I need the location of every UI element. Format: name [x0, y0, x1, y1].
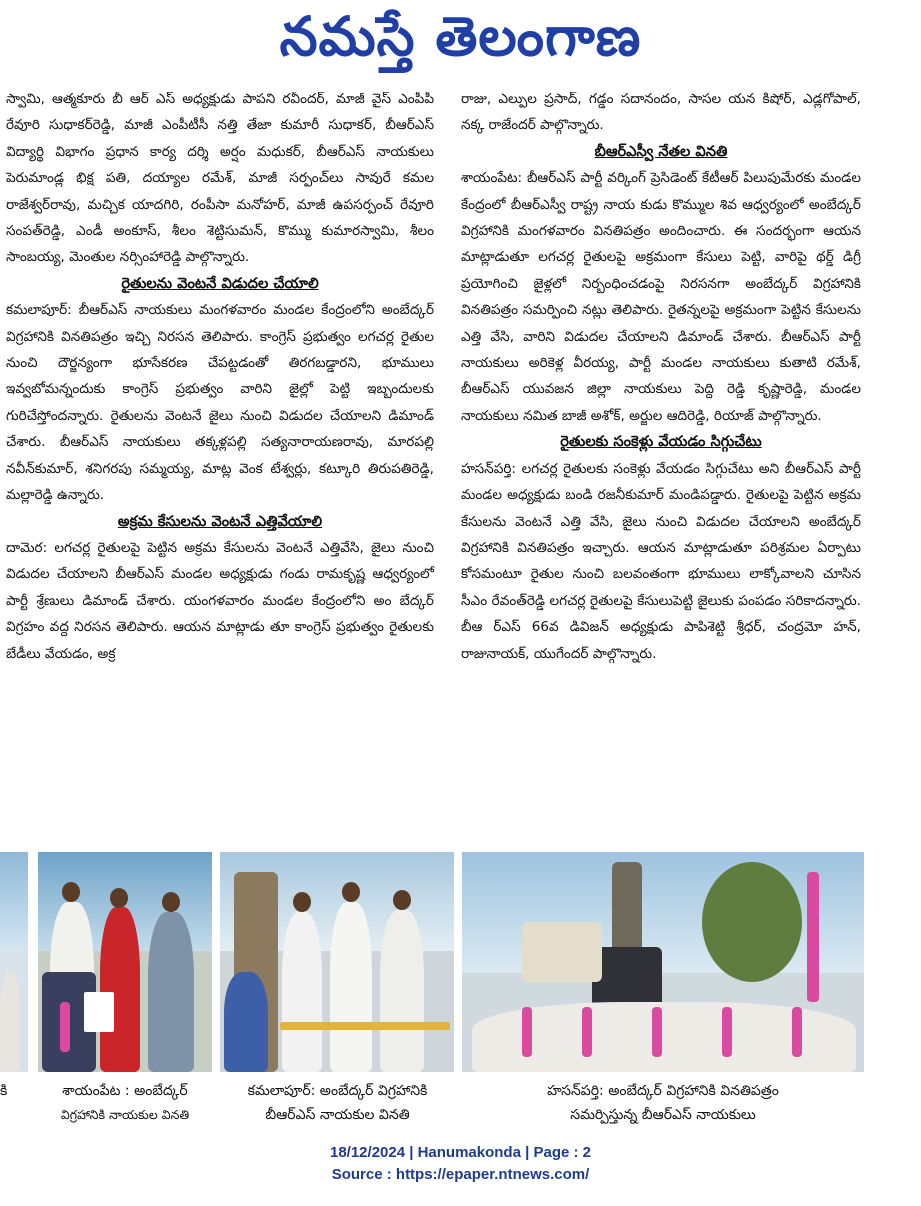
photo2-head-1	[293, 892, 311, 912]
photo3-caption-line1: హసన్‌పర్తి: అంబేద్కర్ విగ్రహానికి వినతిపత్రం	[547, 1083, 779, 1099]
left-section-2-body: దామెర: లగచర్ల రైతులపై పెట్టిన అక్రమ కేసులను వెంటనే ఎత్తివేసి, జైలు నుంచి విడుదల చేయాలని బీఆర్ఎస్ మండల అధ్యక్షుడు గండు రామకృష్ణ ఆధ్వర్యంలో పార్టీ శ్రేణులు డిమాండ్ చేశారు. యంగళవారం మండల కేంద్రంలోని అం బేద్కర్ విగ్రహం వద్ద నిరసన తెలిపారు. ఆయన మాట్లాడు తూ కాంగ్రెస్ ప్రభుత్వం రైతులకు బేడీలు వేయడం, అక్ర	[6, 539, 434, 662]
photo3-building	[522, 922, 602, 982]
photo3-scarf-5	[792, 1007, 802, 1057]
right-section-1-headline: బీఆర్ఎస్వీ నేతల వినతి	[594, 142, 728, 160]
photo1-caption-line2: విగ్రహానికి నాయకుల వినతి	[60, 1107, 190, 1122]
photo3-scarf-4	[722, 1007, 732, 1057]
footer-date-edition: 18/12/2024 | Hanumakonda | Page : 2	[329, 1144, 591, 1161]
photo1-garland	[60, 1002, 70, 1052]
left-section-2-headline: అక్రమ కేసులను వెంటనే ఎత్తివేయాలి	[117, 512, 323, 530]
photo1-head-2	[110, 888, 128, 908]
photo-kamalapur	[220, 852, 454, 1072]
photo1-caption-line1: శాయంపేట : అంబేద్కర్	[62, 1083, 188, 1099]
photo2-caption-line1: కమలాపూర్: అంబేద్కర్ విగ్రహానికి	[247, 1083, 428, 1099]
photo3-scarf-3	[652, 1007, 662, 1057]
photo2-person-checked-shirt	[224, 972, 268, 1072]
right-section-2-body: హసన్‌పర్తి: లగచర్ల రైతులకు సంకెళ్లు వేయడం సిగ్గుచేటు అని బీఆర్ఎస్ పార్టీ మండల అధ్యక్షుడు బండి రజనీకుమార్ మండిపడ్డారు. రైతులపై పెట్టిన అక్రమ కేసులను వెంటనే ఎత్తి వేసి, జైలు నుంచి విడుదల చేయాలని అంబేద్కర్ విగ్రహానికి వినతిపత్రం ఇచ్చారు. ఆయన మాట్లాడుతూ పరిశ్రమల ఏర్పాటు కోసమంటూ రైతుల నుంచి బలవంతంగా భూములు లాక్కోవాలని చూసిన సీఎం రేవంత్‌రెడ్డి లగచర్ల రైతులపై కేసులుపెట్టి జైలుకు పంపడం సరికాదన్నారు. బీఆ ర్ఎస్ 66వ డివిజన్ అధ్యక్షుడు పాపిశెట్టి శ్రీధర్, చంద్రమో హన్, రాజునాయక్, యుగేందర్ పాల్గొన్నారు.	[461, 460, 861, 662]
photo2-person-2	[330, 902, 372, 1072]
photo2-head-3	[393, 890, 411, 910]
photo1-head-1	[62, 882, 80, 902]
left-column	[0, 92, 440, 840]
newspaper-title: నమస్తే తెలంగాణ	[279, 4, 642, 68]
masthead	[0, 0, 921, 92]
right-section-1-body: శాయంపేట: బీఆర్ఎస్ పార్టీ వర్కింగ్ ప్రెసిడెంట్ కేటీఆర్ పిలుపుమేరకు మండల కేంద్రంలో బీఆర్ఎస్వీ రాష్ట్ర నాయ కుడు కొమ్ముల శివ ఆధ్వర్యంలో అంబేద్కర్ విగ్రహానికి మంగళవారం వినతిపత్రం అందించారు. ఈ సందర్భంగా ఆయన మాట్లాడుతూ లగచర్ల రైతులపై అక్రమంగా కేసులు పెట్టి, వారిపై థర్డ్ డిగ్రీ ప్రయోగించి జైళ్లలో నిర్బంధించడంపై నిరసనగా అంబేద్కర్ విగ్రహానికి వినతిపత్రం సమర్పించి నట్లు తెలిపారు. రైతన్నలపై అక్రమంగా పెట్టిన కేసులను ఎత్తి వేసి, వారిని విడుదల చేయాలని డిమాండ్ చేశారు. బీఆర్ఎస్ పార్టీ నాయకులు అరికెళ్ల వీరయ్య, పార్టీ మండల నాయకులు కుతాటి రమేశ్, బీఆర్ఎస్ యువజన జిల్లా నాయకులు పెద్ది రెడ్డి కృష్ణారెడ్డి, మండల నాయకులు నమిత బాజీ అశోక్, అర్జుల ఆదిరెడ్డి, రియాజ్ పాల్గొన్నారు.	[461, 170, 861, 424]
right-intro-paragraph: రాజు, ఎల్పుల ప్రసాద్, గడ్డం సదానందం, సాసల యన కిషోర్, ఎడ్లగోపాల్, నక్క రాజేందర్ పాల్గొన్నారు.	[461, 92, 861, 134]
right-section-2-headline: రైతులకు సంకెళ్లు వేయడం సిగ్గుచేటు	[560, 433, 762, 451]
photo3-tree	[702, 862, 802, 982]
photo3-scarf-1	[522, 1007, 532, 1057]
photo1-person-2	[100, 907, 140, 1072]
edge-photo-sky	[0, 852, 28, 951]
footer-source-link[interactable]: Source : https://epaper.ntnews.com/	[331, 1166, 590, 1183]
photo2-head-2	[342, 882, 360, 902]
photo3-pedestal	[592, 947, 662, 1007]
photo3-garland-pole	[807, 872, 819, 1002]
photo2-person-3	[380, 910, 424, 1072]
left-section-1-headline: రైతులను వెంటనే విడుదల చేయాలి	[121, 274, 319, 292]
photo3-ambedkar-statue	[612, 862, 642, 952]
photo2-caption-line2: బీఆర్ఎస్ నాయకుల వినతి	[265, 1107, 410, 1123]
photo3-scarf-2	[582, 1007, 592, 1057]
photo1-person-3	[148, 912, 194, 1072]
photo3-caption-line2: సమర్పిస్తున్న బీఆర్ఎస్ నాయకులు	[570, 1107, 756, 1123]
left-section-1-body: కమలాపూర్: బీఆర్ఎస్ నాయకులు మంగళవారం మండల కేంద్రంలోని అంబేద్కర్ విగ్రహానికి వినతిపత్రం ఇచ్చి నిరసన తెలిపారు. కాంగ్రెస్ ప్రభుత్వం లగచర్ల రైతుల నుంచి దౌర్జన్యంగా భూసేకరణ చేపట్టడంతో తిరగబడ్డారని, భూములు ఇవ్వబోమన్నందుకు కాంగ్రెస్ ప్రభుత్వం వారిని జైల్లో పెట్టి ఇబ్బందులకు గురిచేస్తోందన్నారు. రైతులను వెంటనే జైలు నుంచి విడుదల చేయాలని డిమాండ్ చేశారు. బీఆర్ఎస్ నాయకులు తక్కళ్లపల్లి సత్యనారాయణరావు, మారపల్లి నవీన్‌కుమార్, శనిగరపు సమ్మయ్య, మాట్ల వెంక టేశ్వర్లు, కట్కూరి తిరుపతిరెడ్డి, మల్లారెడ్డి ఉన్నారు.	[6, 302, 434, 504]
right-column	[455, 92, 867, 840]
edge-photo-caption: కి	[0, 1083, 8, 1099]
photo2-pedestal-rail	[280, 1022, 450, 1030]
left-intro-paragraph: స్వామి, ఆత్మకూరు బీ ఆర్ ఎస్ అధ్యక్షుడు పాపని రవీందర్, మాజీ వైస్ ఎంపీపీ రేవూరి సుధాకర్‌రెడ్డి, మాజీ ఎంపీటీసీ నత్తి తేజా కుమారీ సుధాకర్, బీఆర్ఎస్ విద్యార్థి విభాగం ప్రధాన కార్య దర్శి అర్షం మధుకర్, బీఆర్ఎస్ నాయకులు పెరుమాండ్ల భిక్ష పతి, దయ్యాల రమేశ్, మాజీ సర్పంచ్‌లు సావురే కమల రాజేశ్వర్‌రావు, మచ్చిక యాదగిరి, రంపీసా మనోహర్, మాజీ ఉపసర్పంచ్ రేవూరి సంపత్‌రెడ్డి, ఎండీ అంకూస్, శీలం శెట్టిసుమన్, కొమ్ము కుమారస్వామి, శీలం సాంబయ్య, మెంతుల నర్సింహారెడ్డి పాల్గొన్నారు.	[6, 92, 434, 266]
photo-hasanparthy	[462, 852, 864, 1072]
photo-shayampet	[38, 852, 212, 1072]
photo1-head-3	[162, 892, 180, 912]
edge-photo	[0, 852, 28, 1072]
photo2-person-1	[282, 912, 322, 1072]
edge-photo-person	[0, 972, 20, 1072]
photo1-petition-paper	[84, 992, 114, 1032]
